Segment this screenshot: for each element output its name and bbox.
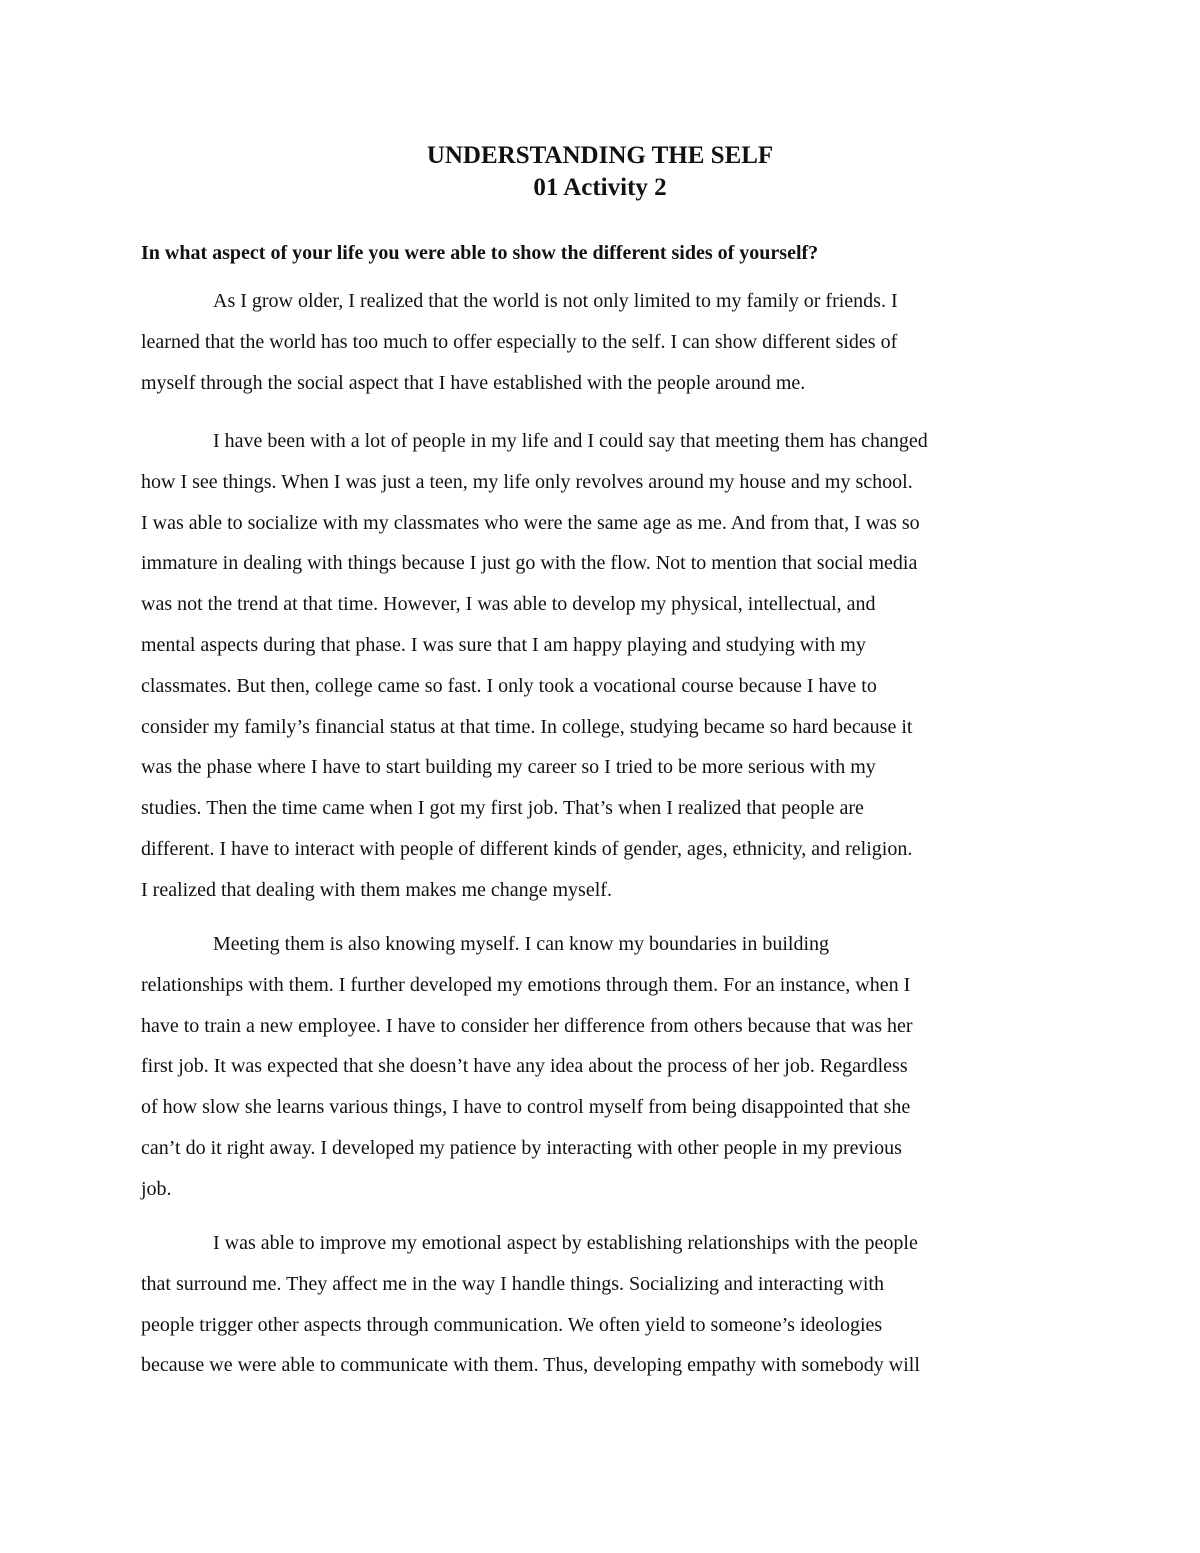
paragraph-line: consider my family’s financial status at that time. In college, studying became so hard because it (141, 715, 913, 738)
title-block (0, 140, 1200, 204)
paragraph-3 (141, 924, 1066, 1210)
paragraph-line: first job. It was expected that she doesn’t have any idea about the process of her job. Regardless (141, 1055, 908, 1078)
paragraph-line: job. (141, 1177, 172, 1200)
paragraph-4 (141, 1223, 1066, 1386)
paragraph-line: because we were able to communicate with them. Thus, developing empathy with somebody will (141, 1354, 920, 1377)
paragraph-line: Meeting them is also knowing myself. I can know my boundaries in building (213, 933, 830, 955)
paragraph-line: people trigger other aspects through communication. We often yield to someone’s ideologies (141, 1313, 883, 1336)
paragraph-line: have to train a new employee. I have to consider her difference from others because that was her (141, 1014, 913, 1037)
paragraph-line: mental aspects during that phase. I was sure that I am happy playing and studying with my (141, 633, 866, 656)
paragraph-line: classmates. But then, college came so fast. I only took a vocational course because I have to (141, 674, 877, 697)
paragraph-line: I have been with a lot of people in my life and I could say that meeting them has changed (213, 430, 928, 452)
paragraph-line: immature in dealing with things because I just go with the flow. Not to mention that social media (141, 552, 918, 575)
question-heading: In what aspect of your life you were able to show the different sides of yourself? (141, 242, 819, 264)
paragraph-line: As I grow older, I realized that the world is not only limited to my family or friends. I (213, 290, 898, 312)
paragraph-2 (141, 421, 1066, 911)
paragraph-line: I was able to socialize with my classmates who were the same age as me. And from that, I was so (141, 511, 920, 534)
document-title: UNDERSTANDING THE SELF (426, 142, 774, 169)
paragraph-line: I realized that dealing with them makes me change myself. (141, 878, 612, 901)
paragraph-line: was the phase where I have to start building my career so I tried to be more serious with my (141, 756, 876, 779)
paragraph-1 (141, 281, 1066, 403)
paragraph-line: different. I have to interact with people of different kinds of gender, ages, ethnicity, and religion. (141, 837, 913, 860)
paragraph-line: that surround me. They affect me in the way I handle things. Socializing and interacting with (141, 1272, 884, 1295)
document-subtitle: 01 Activity 2 (533, 174, 667, 201)
paragraph-line: relationships with them. I further developed my emotions through them. For an instance, when I (141, 973, 911, 996)
paragraph-line: of how slow she learns various things, I have to control myself from being disappointed that she (141, 1096, 911, 1119)
paragraph-line: learned that the world has too much to offer especially to the self. I can show different sides of (141, 330, 898, 353)
paragraph-line: I was able to improve my emotional aspect by establishing relationships with the people (213, 1232, 918, 1254)
paragraph-line: myself through the social aspect that I have established with the people around me. (141, 371, 806, 394)
paragraph-line: can’t do it right away. I developed my patience by interacting with other people in my previous (141, 1136, 902, 1159)
paragraph-line: was not the trend at that time. However, I was able to develop my physical, intellectual, and (141, 593, 876, 616)
paragraph-line: studies. Then the time came when I got my first job. That’s when I realized that people are (141, 797, 864, 820)
paragraph-line: how I see things. When I was just a teen, my life only revolves around my house and my school. (141, 470, 913, 493)
